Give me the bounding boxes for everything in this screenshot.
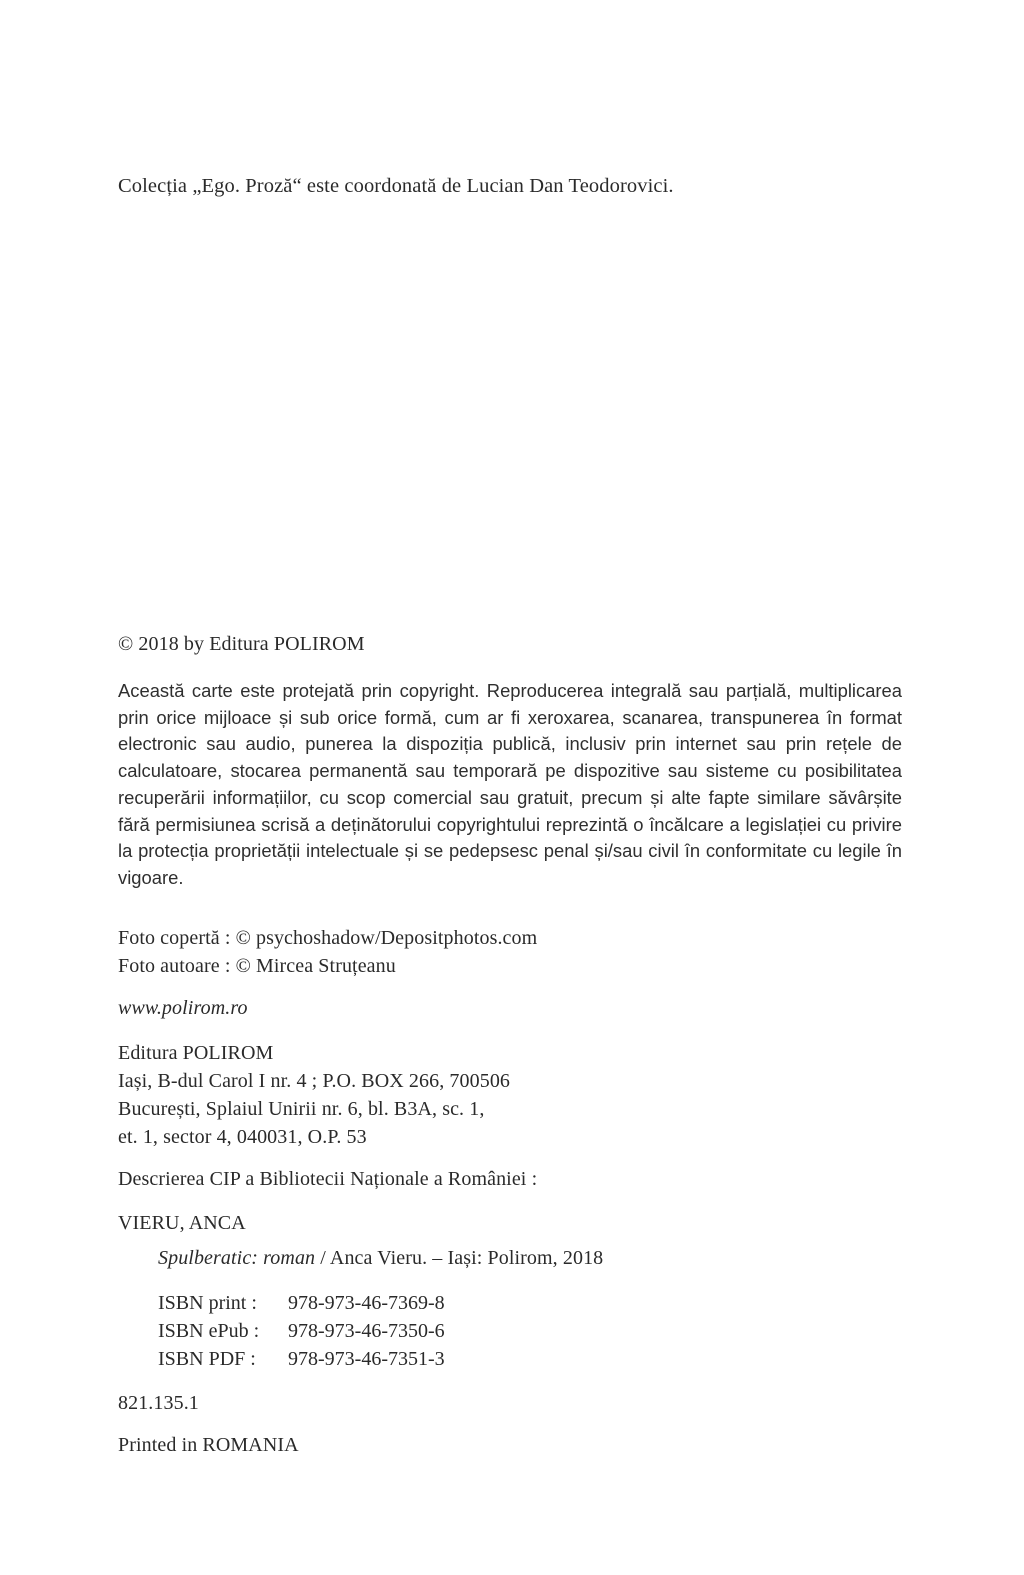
cover-photo-credit: Foto copertă : © psychoshadow/Depositphotos.com: [118, 927, 538, 949]
author-photo-credit: Foto autoare : © Mircea Struțeanu: [118, 955, 396, 977]
isbn-value: 978-973-46-7350-6: [288, 1320, 445, 1342]
printed-in: Printed in ROMANIA: [118, 1434, 299, 1456]
publisher-name: Editura POLIROM: [118, 1042, 274, 1064]
publisher-address-bucuresti: București, Splaiul Unirii nr. 6, bl. B3A, sc. 1,: [118, 1098, 485, 1120]
book-title-details: / Anca Vieru. – Iași: Polirom, 2018: [315, 1247, 604, 1269]
legal-notice: Această carte este protejată prin copyright. Reproducerea integrală sau parțială, multiplicarea prin orice mijloace și sub orice formă, cum ar fi xeroxarea, scanarea, transpunerea în format electronic sau audio, punerea la dispoziția publică, inclusiv prin internet sau prin rețele de calculatoare, stocarea permanentă sau temporară pe dispozitive sau sisteme cu posibilitatea recuperării informațiilor, cu scop comercial sau gratuit, precum și alte fapte similare săvârșite fără permisiunea scrisă a deținătorului copyrightului reprezintă o încălcare a legislației cu privire la protecția proprietății intelectuale și se pedepsesc penal și/sau civil în conformitate cu legile în vigoare.: [118, 680, 902, 888]
publisher-address-bucuresti-cont: et. 1, sector 4, 040031, O.P. 53: [118, 1126, 367, 1148]
cip-author: VIERU, ANCA: [118, 1212, 246, 1234]
collection-note: Colecția „Ego. Proză“ este coordonată de Lucian Dan Teodorovici.: [118, 175, 674, 197]
copyright-page: [118, 0, 904, 1575]
cip-heading: Descrierea CIP a Bibliotecii Naționale a României :: [118, 1168, 538, 1190]
isbn-row: [158, 1318, 445, 1344]
isbn-label: ISBN PDF :: [158, 1348, 256, 1370]
classification-code: 821.135.1: [118, 1392, 199, 1414]
isbn-value: 978-973-46-7369-8: [288, 1292, 445, 1314]
copyright-line: © 2018 by Editura POLIROM: [118, 633, 365, 655]
cip-book-title: [158, 1245, 603, 1271]
publisher-address-iasi: Iași, B-dul Carol I nr. 4 ; P.O. BOX 266, 700506: [118, 1070, 511, 1092]
isbn-value: 978-973-46-7351-3: [288, 1348, 445, 1370]
isbn-label: ISBN ePub :: [158, 1320, 260, 1342]
isbn-row: [158, 1290, 445, 1316]
book-title-italic: Spulberatic: roman: [158, 1247, 316, 1269]
isbn-label: ISBN print :: [158, 1292, 257, 1314]
publisher-website-link[interactable]: www.polirom.ro: [118, 997, 248, 1019]
isbn-row: [158, 1346, 445, 1372]
